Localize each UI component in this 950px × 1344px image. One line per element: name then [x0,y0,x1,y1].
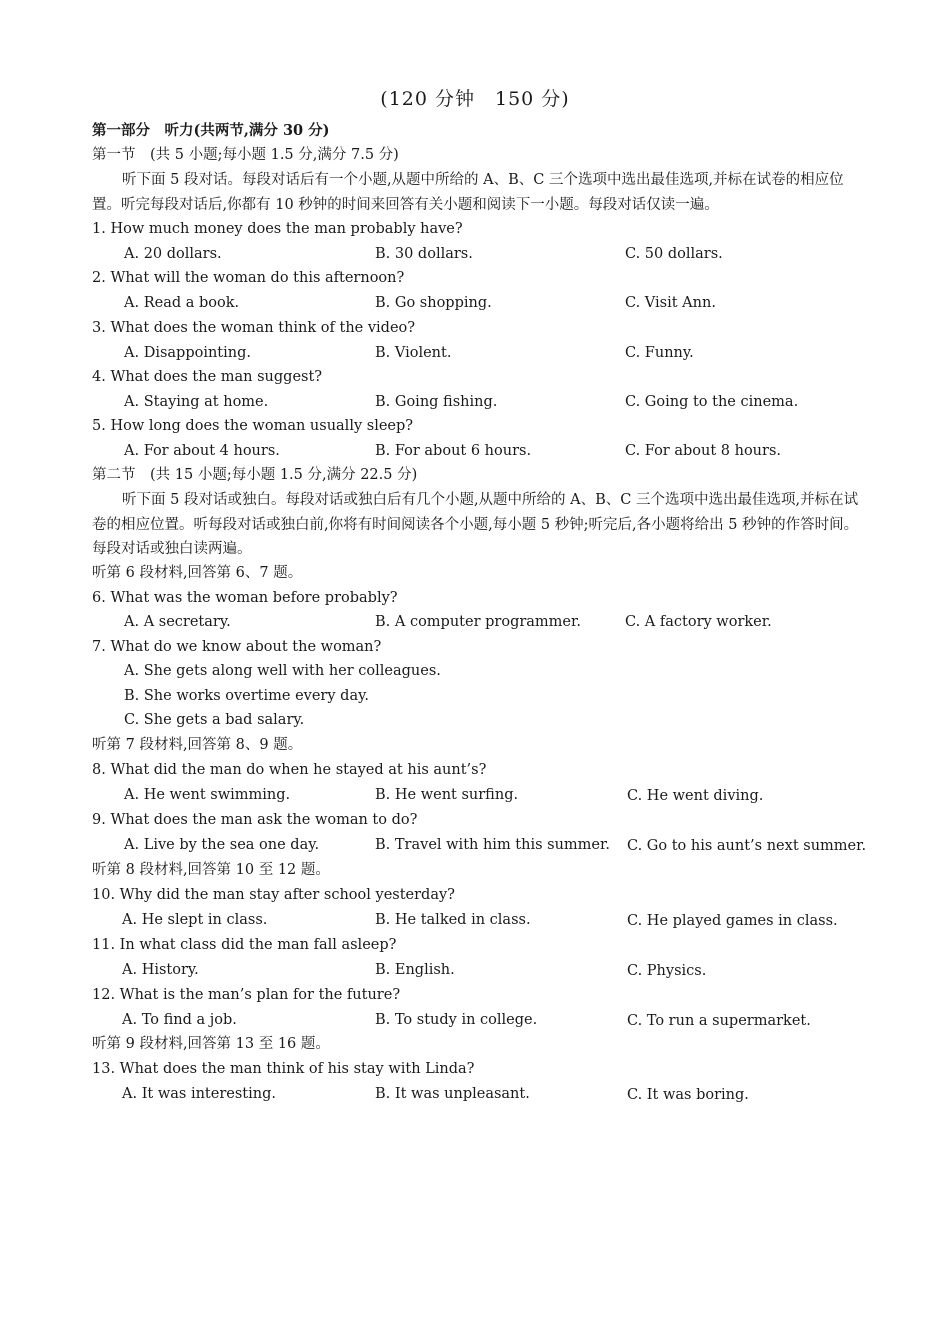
q13-option-b: B. It was unpleasant. [375,1086,530,1102]
section2-instructions: 听下面 5 段对话或独白。每段对话或独白后有几个小题,从题中所给的 A、B、C 三个选项中选出最佳选项,并标在试卷的相应位置。听每段对话或独白前,你将有时间阅读各个小题,每小题 5 秒钟;听完后,各小题将给出 5 秒钟的作答时间。每段对话或独白读两遍。 [92,492,859,557]
question-5: 5. How long does the woman usually sleep? [92,418,414,434]
part1-title: 第一部分 听力(共两节,满分 30 分) [92,122,330,139]
q1-option-a: A. 20 dollars. [124,246,222,262]
section1-title: 第一节 (共 5 小题;每小题 1.5 分,满分 7.5 分) [92,147,399,163]
q4-option-a: A. Staying at home. [124,394,269,410]
q6-option-b: B. A computer programmer. [375,614,581,630]
q9-option-a: A. Live by the sea one day. [124,837,320,853]
q12-option-c: C. To run a supermarket. [627,1013,811,1029]
q13-option-c: C. It was boring. [627,1087,749,1103]
question-9: 9. What does the man ask the woman to do? [92,812,418,828]
section2-title: 第二节 (共 15 小题;每小题 1.5 分,满分 22.5 分) [92,467,418,483]
q12-option-b: B. To study in college. [375,1012,538,1028]
question-1: 1. How much money does the man probably have? [92,221,463,237]
material-8-heading: 听第 8 段材料,回答第 10 至 12 题。 [92,862,330,878]
question-13: 13. What does the man think of his stay with Linda? [92,1061,475,1077]
q1-option-b: B. 30 dollars. [375,246,473,262]
material-9-heading: 听第 9 段材料,回答第 13 至 16 题。 [92,1036,330,1052]
question-12: 12. What is the man’s plan for the future? [92,987,401,1003]
q5-option-a: A. For about 4 hours. [124,443,280,459]
q4-option-c: C. Going to the cinema. [625,394,799,410]
q12-option-a: A. To find a job. [122,1012,237,1028]
q4-option-b: B. Going fishing. [375,394,498,410]
q3-option-b: B. Violent. [375,345,452,361]
q9-option-c: C. Go to his aunt’s next summer. [627,838,867,854]
q5-option-b: B. For about 6 hours. [375,443,532,459]
q10-option-c: C. He played games in class. [627,913,838,929]
material-7-heading: 听第 7 段材料,回答第 8、9 题。 [92,737,303,753]
q2-option-a: A. Read a book. [124,295,240,311]
q7-option-a: A. She gets along well with her colleagues. [124,663,441,679]
q10-option-a: A. He slept in class. [122,912,268,928]
exam-time-score: (120 分钟 150 分) [380,88,570,110]
question-7: 7. What do we know about the woman? [92,639,382,655]
question-6: 6. What was the woman before probably? [92,590,398,606]
q2-option-b: B. Go shopping. [375,295,492,311]
q11-option-a: A. History. [122,962,199,978]
q6-option-a: A. A secretary. [124,614,231,630]
q8-option-c: C. He went diving. [627,788,764,804]
q7-option-c: C. She gets a bad salary. [124,712,305,728]
q9-option-b: B. Travel with him this summer. [375,837,610,853]
material-6-heading: 听第 6 段材料,回答第 6、7 题。 [92,565,303,581]
question-3: 3. What does the woman think of the video? [92,320,416,336]
q3-option-c: C. Funny. [625,345,694,361]
q7-option-b: B. She works overtime every day. [124,688,369,704]
q6-option-c: C. A factory worker. [625,614,772,630]
q5-option-c: C. For about 8 hours. [625,443,781,459]
q3-option-a: A. Disappointing. [124,345,252,361]
question-10: 10. Why did the man stay after school yesterday? [92,887,455,903]
question-2: 2. What will the woman do this afternoon? [92,270,405,286]
q8-option-b: B. He went surfing. [375,787,519,803]
question-8: 8. What did the man do when he stayed at his aunt’s? [92,762,487,778]
q10-option-b: B. He talked in class. [375,912,531,928]
q11-option-c: C. Physics. [627,963,707,979]
q1-option-c: C. 50 dollars. [625,246,723,262]
section1-instructions: 听下面 5 段对话。每段对话后有一个小题,从题中所给的 A、B、C 三个选项中选出最佳选项,并标在试卷的相应位置。听完每段对话后,你都有 10 秒钟的时间来回答有关小题和阅读下一小题。每段对话仅读一遍。 [92,172,844,213]
question-11: 11. In what class did the man fall asleep? [92,937,397,953]
q13-option-a: A. It was interesting. [122,1086,276,1102]
q11-option-b: B. English. [375,962,455,978]
question-4: 4. What does the man suggest? [92,369,323,385]
q8-option-a: A. He went swimming. [124,787,291,803]
q2-option-c: C. Visit Ann. [625,295,716,311]
